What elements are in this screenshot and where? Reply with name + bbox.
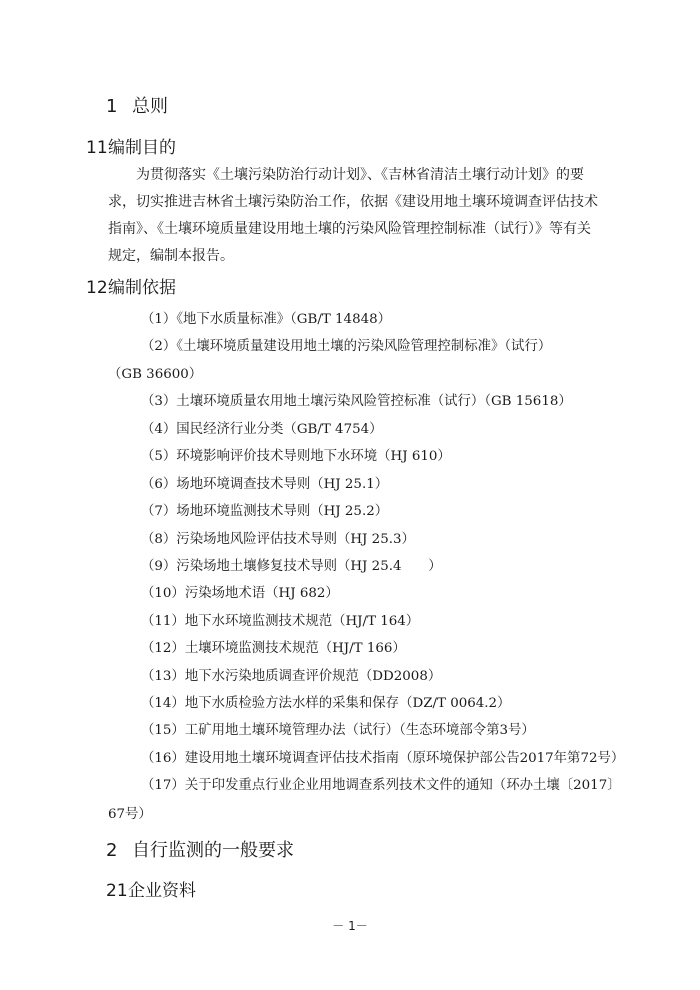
section-heading-1-2 <box>86 273 176 298</box>
section-number: 21 <box>106 881 128 901</box>
page-number: － 1－ <box>332 919 368 933</box>
section-heading-1-1 <box>86 133 176 158</box>
section-heading-1 <box>106 92 168 118</box>
reference-item-9: （9）污染场地土壤修复技术导则（HJ 25.4 ） <box>141 559 442 574</box>
reference-item-17: （17）关于印发重点行业企业用地调查系列技术文件的通知（环办土壤〔2017〕 <box>141 778 621 793</box>
reference-item-10: （10）污染场地术语（HJ 682） <box>141 586 339 601</box>
reference-item-8: （8）污染场地风险评估技术导则（HJ 25.3） <box>141 532 415 547</box>
purpose-paragraph <box>108 162 604 270</box>
reference-item-6: （6）场地环境调查技术导则（HJ 25.1） <box>141 477 389 492</box>
section-number: 12 <box>86 278 108 298</box>
section-number: 2 <box>106 840 118 861</box>
section-number: 11 <box>86 138 108 158</box>
reference-item-2: （2）《土壤环境质量建设用地土壤的污染风险管理控制标准》（试行） <box>141 339 552 354</box>
reference-item-5: （5）环境影响评价技术导则地下水环境（HJ 610） <box>141 449 451 464</box>
reference-item-2-continuation: （GB 36600） <box>108 367 203 382</box>
reference-item-11: （11）地下水环境监测技术规范（HJ/T 164） <box>141 614 420 629</box>
reference-item-4: （4）国民经济行业分类（GB/T 4754） <box>141 422 383 437</box>
section-number: 1 <box>106 96 118 117</box>
reference-item-17-continuation: 67号） <box>108 807 152 822</box>
purpose-text: 为贯彻落实《土壤污染防治行动计划》、《吉林省清洁土壤行动计划》的要求，切实推进吉林省土壤污染防治工作，依据《建设用地土壤环境调查评估技术指南》、《土壤环境质量建设用地土壤的污染风险管理控制标准（试行）》等有关规定，编制本报告。 <box>108 167 598 264</box>
section-title: 自行监测的一般要求 <box>132 840 294 861</box>
section-title: 编制依据 <box>108 278 176 298</box>
section-heading-2-1 <box>106 876 196 901</box>
reference-item-1: （1）《地下水质量标准》（GB/T 14848） <box>141 312 392 327</box>
reference-item-12: （12）土壤环境监测技术规范（HJ/T 166） <box>141 641 406 656</box>
reference-item-3: （3）土壤环境质量农用地土壤污染风险管控标准（试行）（GB 15618） <box>141 394 572 409</box>
section-title: 企业资料 <box>128 881 196 901</box>
reference-item-16: （16）建设用地土壤环境调查评估技术指南（原环境保护部公告2017年第72号） <box>141 751 625 766</box>
section-title: 总则 <box>132 96 168 117</box>
reference-item-13: （13）地下水污染地质调查评价规范（DD2008） <box>141 669 442 684</box>
section-title: 编制目的 <box>108 138 176 158</box>
section-heading-2 <box>106 836 294 862</box>
reference-item-14: （14）地下水质检验方法水样的采集和保存（DZ/T 0064.2） <box>141 696 511 711</box>
reference-item-7: （7）场地环境监测技术导则（HJ 25.2） <box>141 504 389 519</box>
reference-item-15: （15）工矿用地土壤环境管理办法（试行）（生态环境部令第3号） <box>141 723 535 738</box>
